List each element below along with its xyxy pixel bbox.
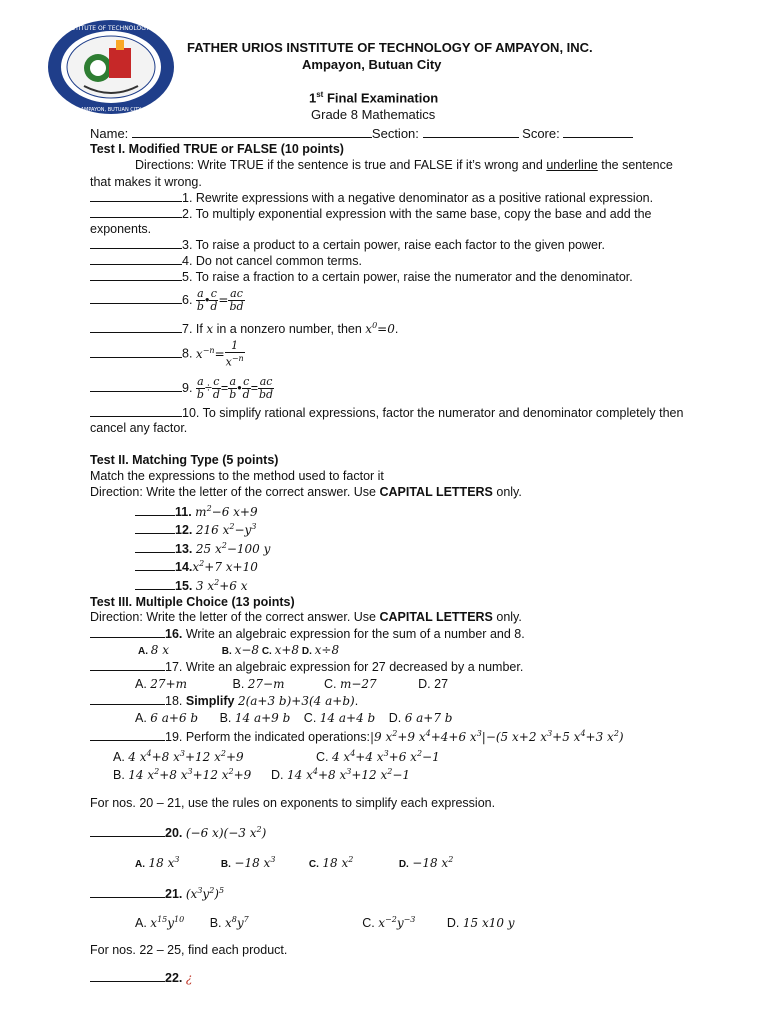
- t3-q21-choices: A. $x^{15}y^{10}$ B. $x^8y^7$ C. $x^{-2}y^{-3}$ D. 15 x10 y: [135, 915, 515, 930]
- t3-q16-choices: A. 8 x B. x−8 C. x+8 D. x÷8: [138, 643, 340, 657]
- t2-item-14: $14.x^2+7$ x+10: [135, 559, 258, 574]
- t1-item-2-cont: exponents.: [90, 222, 152, 236]
- seal-bottom-text: AMPAYON, BUTUAN CITY: [80, 107, 142, 113]
- t3-q18-choices: A. 6 a+6 b B. 14 a+9 b C. 14 a+4 b D. 6 a+7 b: [135, 711, 453, 725]
- name-label: Name:: [90, 126, 129, 141]
- t1-item-9: 9. $\frac{a}{b}$ ÷ $\frac{c}{d}$ = $\frac{a}{b}$ • $\frac{c}{d}$ = $\frac{ac}{bd}$: [90, 376, 274, 401]
- t1-item-8: 8. $x^{-n}=$ $\frac{1}{x^{-n}}$: [90, 340, 245, 369]
- test3-title: Test III. Multiple Choice (13 points): [90, 595, 295, 609]
- t3-q19-choice-d: D. 14 $x^4+8$ $x^3+12$ $x^2-1$: [271, 767, 411, 782]
- t3-q19: 19. Perform the indicated operations:|9 $x^2+9$ $x^4+4+6$ $x^3|-(5$ x+2 $x^3+5$ $x^4+3$ $x^2$): [90, 729, 624, 744]
- test1-title: Test I. Modified TRUE or FALSE (10 points): [90, 142, 344, 156]
- test2-title: Test II. Matching Type (5 points): [90, 453, 279, 467]
- student-fields: [90, 126, 633, 141]
- score-label: Score:: [522, 126, 560, 141]
- section-input[interactable]: [423, 126, 519, 138]
- test2-directions: Direction: Write the letter of the correct answer. Use CAPITAL LETTERS only.: [90, 485, 522, 499]
- instr-20-21: For nos. 20 – 21, use the rules on exponents to simplify each expression.: [90, 796, 496, 810]
- name-input[interactable]: [132, 126, 372, 138]
- t2-item-15: 15. 3 $x^2+6$ x: [135, 578, 247, 593]
- t3-q19-choice-c: C. 4 $x^4+4$ $x^3+6$ $x^2-1$: [316, 749, 440, 764]
- test1-directions-cont: that makes it wrong.: [90, 175, 202, 189]
- t1-item-4: 4. Do not cancel common terms.: [90, 253, 362, 268]
- seal-text: FATHER URIOS INSTITUTE OF TECHNOLOGY OF AMPAYON INC: [19, 25, 203, 32]
- school-name: FATHER URIOS INSTITUTE OF TECHNOLOGY OF AMPAYON, INC.: [187, 40, 593, 55]
- t2-item-11: 11. $m^2-6$ x+9: [135, 504, 258, 519]
- t1-item-1: 1. Rewrite expressions with a negative denominator as a positive rational expression.: [90, 190, 653, 205]
- school-location: Ampayon, Butuan City: [302, 57, 442, 72]
- t3-q21: 21. $(x^3y^2)^5$: [90, 886, 224, 901]
- test3-directions: Direction: Write the letter of the correct answer. Use CAPITAL LETTERS only.: [90, 610, 522, 624]
- t1-item-10: 10. To simplify rational expressions, factor the numerator and denominator completely then: [90, 405, 683, 420]
- school-seal: [19, 18, 203, 116]
- test2-intro: Match the expressions to the method used to factor it: [90, 469, 384, 483]
- t1-item-7: 7. If x in a nonzero number, then $x^0=0$.: [90, 321, 398, 336]
- t3-q19-choice-b: B. 14 $x^2+8$ $x^3+12$ $x^2+9$: [113, 767, 252, 782]
- instr-22-25: For nos. 22 – 25, find each product.: [90, 943, 288, 957]
- t1-item-2: 2. To multiply exponential expression with the same base, copy the base and add the: [90, 206, 652, 221]
- t3-q18: 18. Simplify 2(a+3 b)+3(4 a+b).: [90, 693, 358, 708]
- t1-item-6: 6. $\frac{a}{b}$ • $\frac{c}{d}$ = $\frac{ac}{bd}$: [90, 288, 245, 313]
- exam-title: 1st Final Examination: [309, 90, 439, 106]
- t3-q17-choices: A. 27+m B. 27−m C. m−27 D. 27: [135, 677, 449, 691]
- t3-q16: 16. Write an algebraic expression for the sum of a number and 8.: [90, 626, 525, 641]
- t1-item-5: 5. To raise a fraction to a certain power, raise the numerator and the denominator.: [90, 269, 633, 284]
- t1-item-3: 3. To raise a product to a certain power, raise each factor to the given power.: [90, 237, 605, 252]
- t2-item-12: 12. 216 $x^2-y^3$: [135, 522, 256, 537]
- subject: Grade 8 Mathematics: [311, 107, 436, 122]
- section-label: Section:: [371, 126, 419, 141]
- t3-q20: 20. (−6 x)(−3 $x^2$): [90, 825, 266, 840]
- t1-item-10-cont: cancel any factor.: [90, 421, 188, 435]
- test1-directions: Directions: Write TRUE if the sentence is true and FALSE if it’s wrong and underline the sentence: [135, 158, 673, 172]
- score-input[interactable]: [563, 126, 633, 138]
- t3-q20-choices: A. 18 $x^3$ B. −18 $x^3$ C. 18 $x^2$ D. −18 $x^2$: [135, 855, 454, 870]
- t3-q17: 17. Write an algebraic expression for 27 decreased by a number.: [90, 659, 523, 674]
- t3-q19-choice-a: A. 4 $x^4+8$ $x^3+12$ $x^2+9$: [113, 749, 244, 764]
- t3-q22: 22. ¿: [90, 970, 192, 985]
- t2-item-13: 13. 25 $x^2-100$ y: [135, 541, 270, 556]
